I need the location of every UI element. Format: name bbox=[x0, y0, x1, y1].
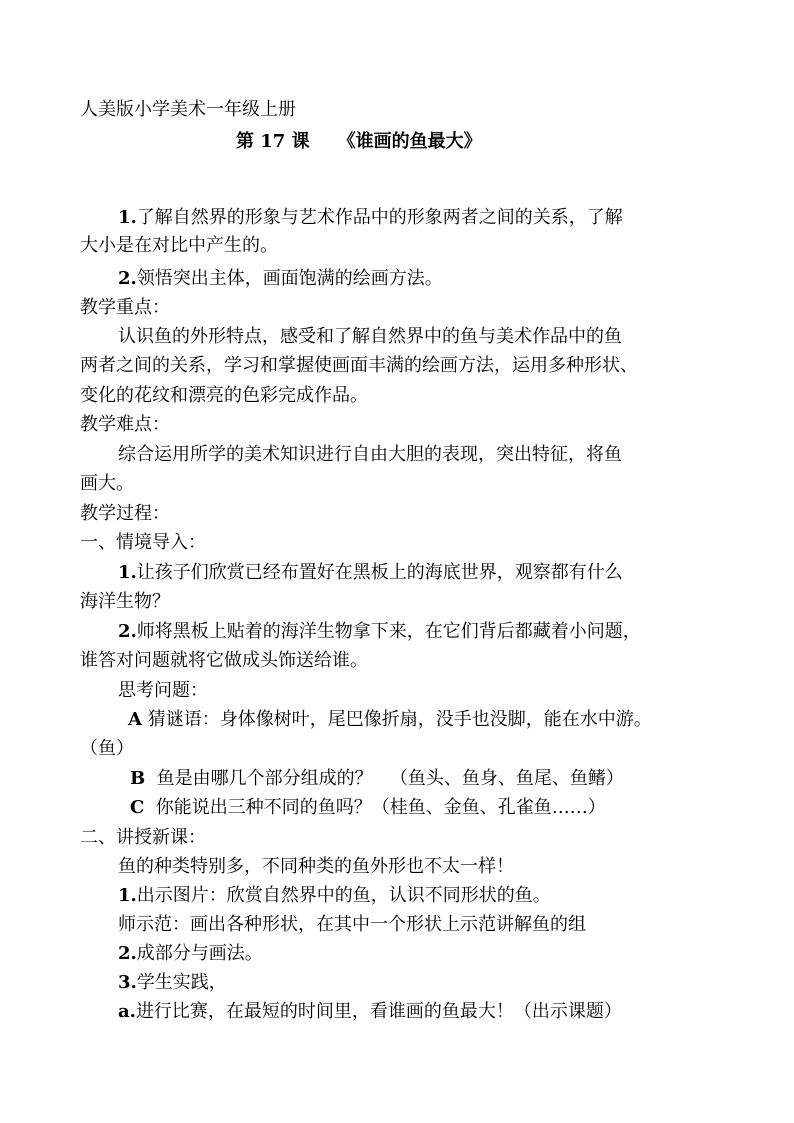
difficulties-line: 综合运用所学的美术知识进行自由大胆的表现，突出特征，将鱼 bbox=[118, 444, 622, 465]
lesson-title: 《谁画的鱼最大》 bbox=[337, 131, 482, 152]
difficulties-heading: 教学难点： bbox=[80, 414, 170, 435]
goal-1 bbox=[118, 206, 623, 230]
item-number: 1. bbox=[118, 562, 137, 583]
think-questions-label: 思考问题： bbox=[118, 680, 208, 701]
item-text: 学生实践， bbox=[136, 972, 227, 993]
item-text: 让孩子们欣赏已经布置好在黑板上的海底世界，观察都有什么 bbox=[136, 562, 623, 583]
process-heading: 教学过程： bbox=[80, 503, 170, 524]
section-2-demo: 师示范：画出各种形状，在其中一个形状上示范讲解鱼的组 bbox=[118, 914, 586, 935]
item-number: 2. bbox=[118, 943, 137, 964]
section-1-item-1-continuation: 海洋生物？ bbox=[80, 591, 170, 612]
question-label: B bbox=[130, 768, 146, 789]
key-points-line: 两者之间的关系，学习和掌握使画面丰满的绘画方法，运用多种形状、 bbox=[80, 355, 638, 376]
document-header: 人美版小学美术一年级上册 bbox=[80, 99, 296, 120]
section-2-intro: 鱼的种类特别多，不同种类的鱼外形也不太一样！ bbox=[118, 856, 514, 877]
question-c bbox=[130, 796, 606, 820]
key-points-line: 认识鱼的外形特点，感受和了解自然界中的鱼与美术作品中的鱼 bbox=[118, 326, 622, 347]
section-2-heading: 二、讲授新课： bbox=[80, 827, 206, 848]
question-text: 你能说出三种不同的鱼吗？（桂鱼、金鱼、孔雀鱼……） bbox=[144, 797, 606, 818]
goal-2-number: 2. bbox=[118, 268, 137, 289]
section-2-item-1 bbox=[118, 884, 551, 908]
section-1-item-2 bbox=[118, 620, 641, 644]
question-a-answer: （鱼） bbox=[80, 738, 134, 759]
item-text: 进行比赛，在最短的时间里，看谁画的鱼最大！（出示课题） bbox=[135, 1001, 622, 1022]
question-text: 猜谜语：身体像树叶，尾巴像折扇，没手也没脚，能在水中游。 bbox=[141, 709, 652, 730]
section-1-item-1 bbox=[118, 561, 623, 585]
key-points-heading: 教学重点： bbox=[80, 297, 170, 318]
item-number: 1. bbox=[118, 885, 137, 906]
key-points-line: 变化的花纹和漂亮的色彩完成作品。 bbox=[80, 385, 368, 406]
item-text: 师将黑板上贴着的海洋生物拿下来，在它们背后都藏着小问题， bbox=[136, 621, 641, 642]
item-number: a. bbox=[118, 1001, 136, 1022]
item-number: 3. bbox=[118, 972, 137, 993]
section-1-item-2-continuation: 谁答对问题就将它做成头饰送给谁。 bbox=[80, 650, 368, 671]
item-number: 2. bbox=[118, 621, 137, 642]
goal-1-continuation: 大小是在对比中产生的。 bbox=[80, 235, 278, 256]
section-2-item-2 bbox=[118, 942, 263, 966]
question-label: C bbox=[130, 797, 145, 818]
item-text: 出示图片：欣赏自然界中的鱼，认识不同形状的鱼。 bbox=[136, 885, 551, 906]
question-a bbox=[128, 708, 652, 732]
goal-1-number: 1. bbox=[118, 207, 137, 228]
goal-2-text: 领悟突出主体，画面饱满的绘画方法。 bbox=[136, 268, 443, 289]
question-b bbox=[130, 767, 624, 791]
item-text: 成部分与画法。 bbox=[136, 943, 263, 964]
goal-1-text: 了解自然界的形象与艺术作品中的形象两者之间的关系，了解 bbox=[136, 207, 623, 228]
section-1-heading: 一、情境导入： bbox=[80, 532, 206, 553]
section-2-item-3 bbox=[118, 971, 227, 995]
lesson-title-line bbox=[236, 130, 482, 154]
section-2-item-a bbox=[118, 1000, 622, 1024]
question-text: 鱼是由哪几个部分组成的？ （鱼头、鱼身、鱼尾、鱼鳍） bbox=[145, 768, 624, 789]
lesson-number: 第 17 课 bbox=[236, 131, 310, 152]
question-label: A bbox=[128, 709, 142, 730]
goal-2 bbox=[118, 267, 443, 291]
difficulties-line: 画大。 bbox=[80, 473, 134, 494]
